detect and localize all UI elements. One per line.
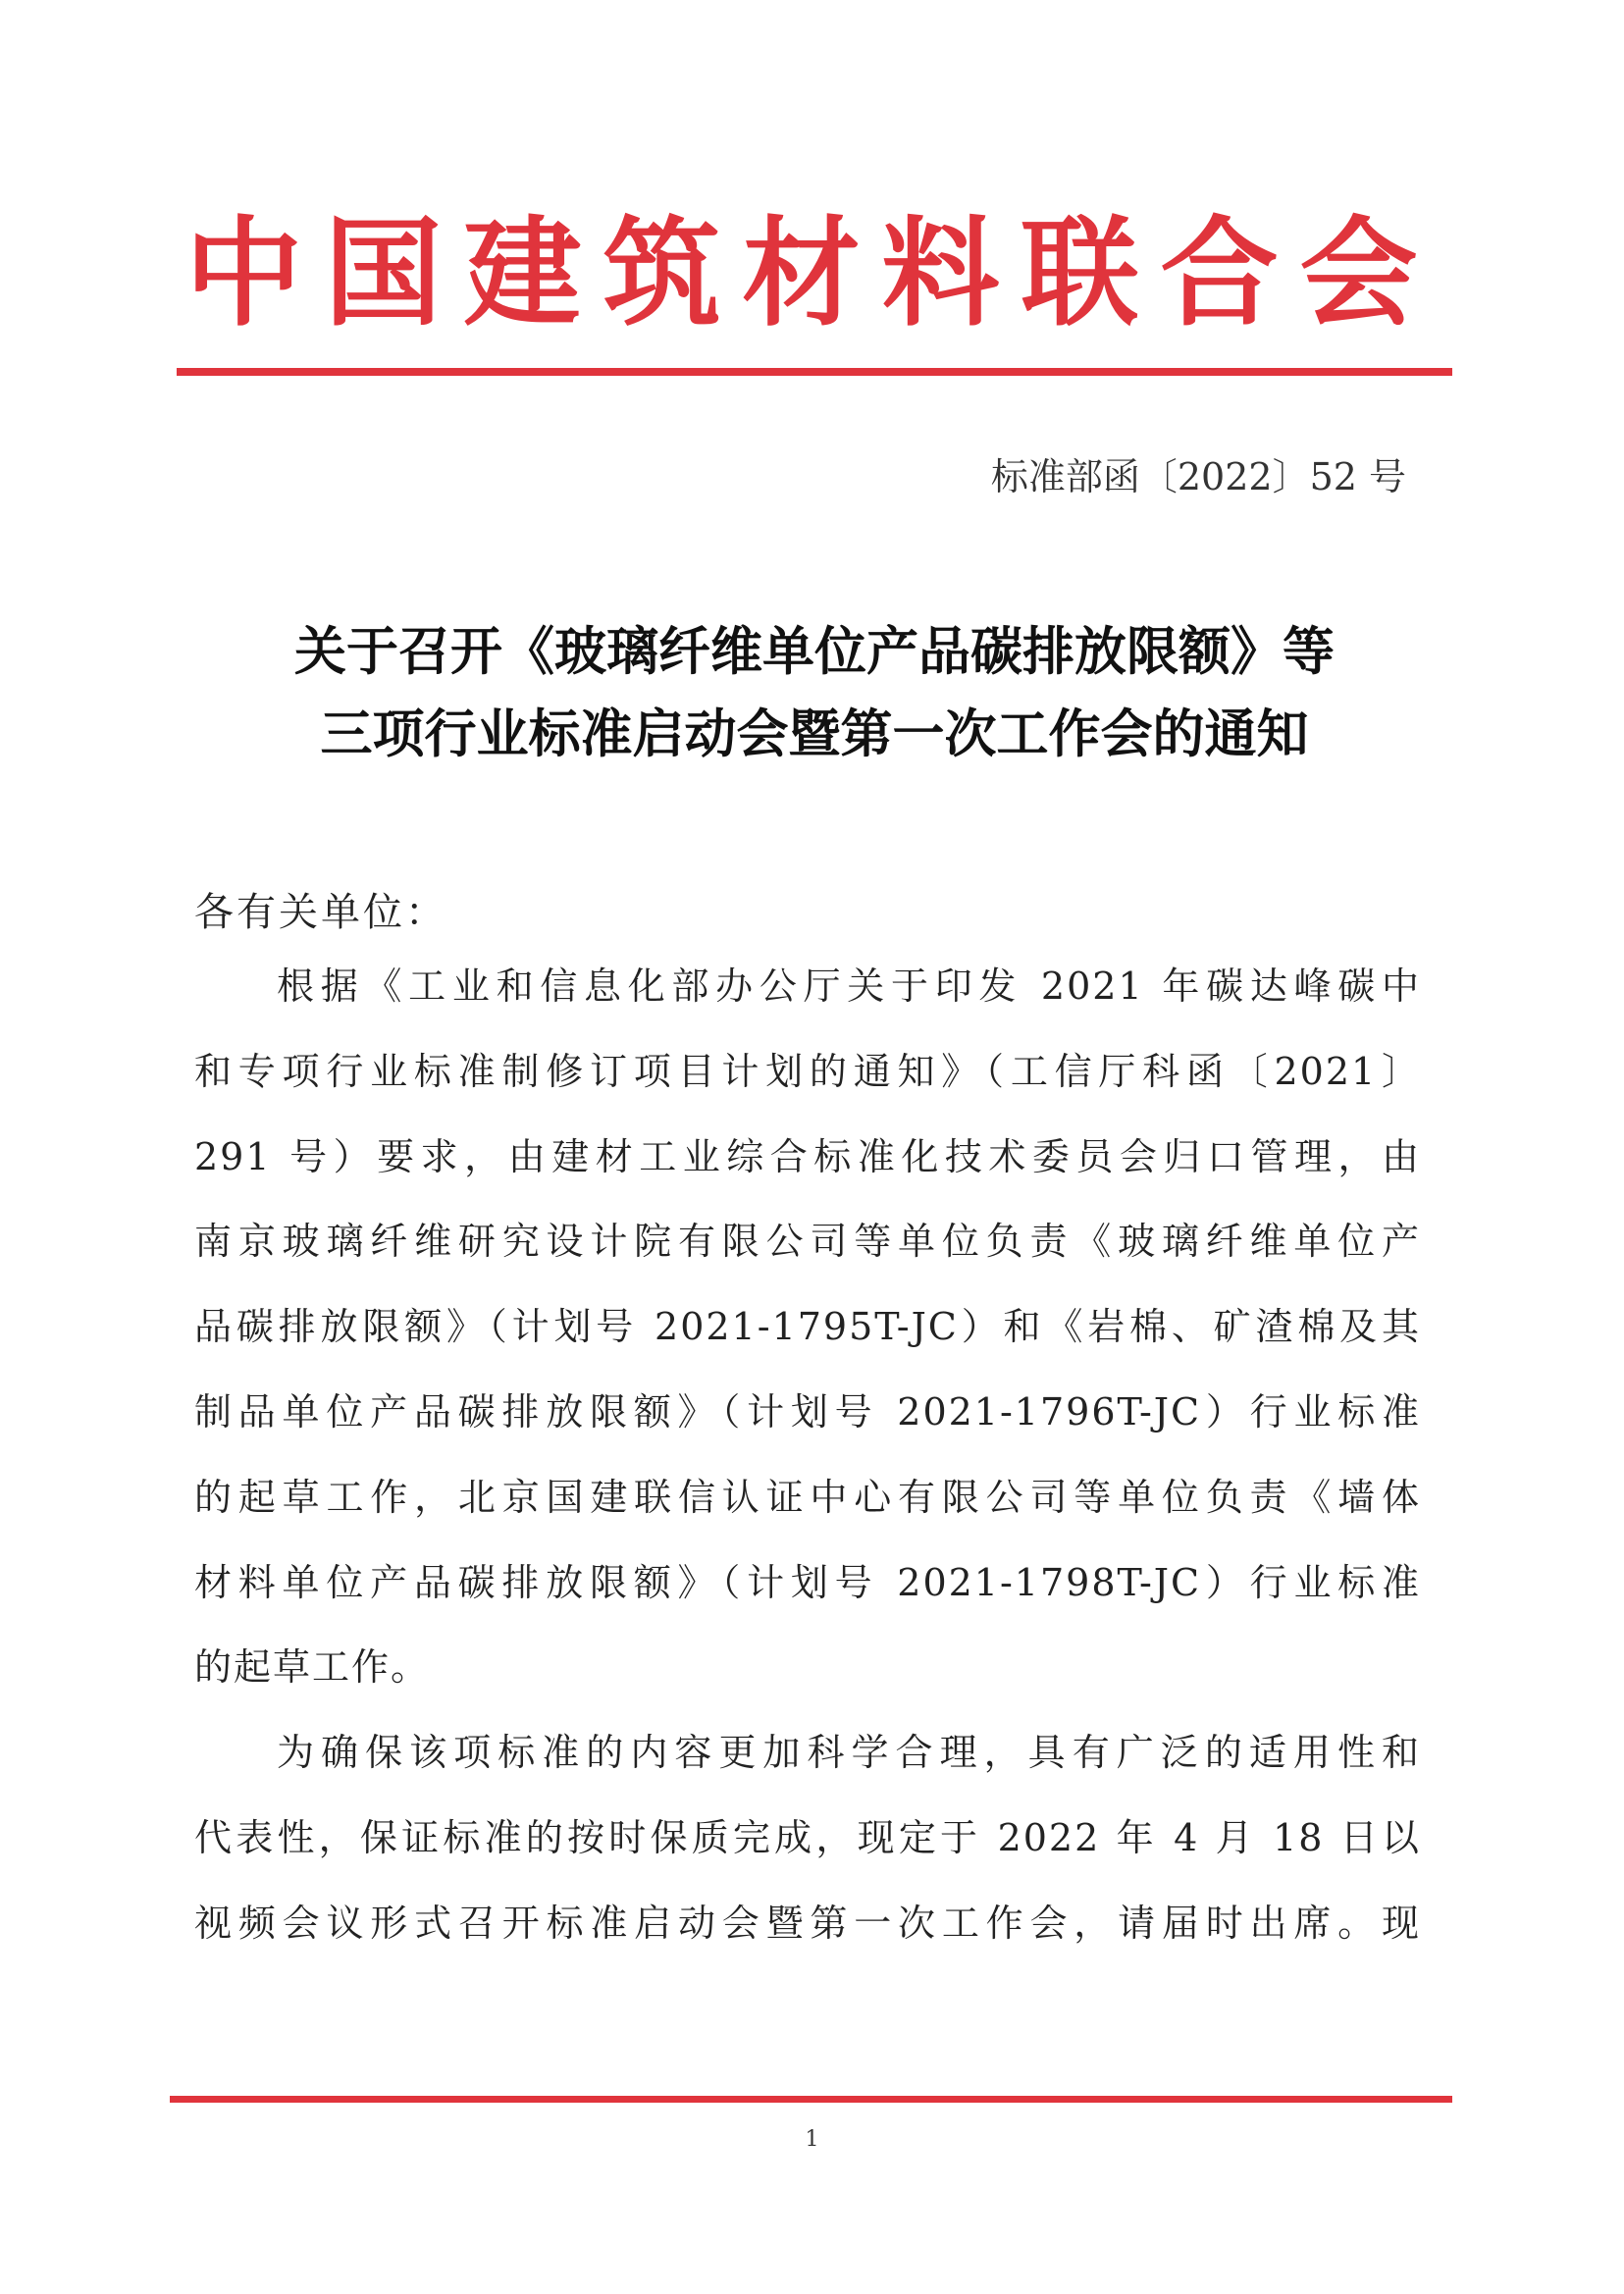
page-number: 1	[805, 2127, 819, 2152]
body-line: 材料单位产品碳排放限额》（计划号 2021-1798T-JC）行业标准	[194, 1560, 1421, 1604]
body-line: 的起草工作，北京国建联信认证中心有限公司等单位负责《墙体	[194, 1475, 1421, 1519]
body-line: 代表性，保证标准的按时保质完成，现定于 2022 年 4 月 18 日以	[194, 1815, 1421, 1859]
title-line: 关于召开《玻璃纤维单位产品碳排放限额》等	[294, 621, 1335, 682]
organization-header: 中国建筑材料联合会	[184, 206, 1440, 342]
body-line: 根据《工业和信息化部办公厅关于印发 2021 年碳达峰碳中	[277, 965, 1421, 1008]
document-body	[194, 957, 1421, 1979]
document-title	[186, 610, 1442, 775]
salutation: 各有关单位：	[194, 890, 447, 935]
body-line: 291 号）要求，由建材工业综合标准化技术委员会归口管理，由	[194, 1134, 1421, 1178]
body-line: 为确保该项标准的内容更加科学合理，具有广泛的适用性和	[277, 1731, 1421, 1775]
body-line: 南京玻璃纤维研究设计院有限公司等单位负责《玻璃纤维单位产	[194, 1220, 1421, 1264]
body-line: 品碳排放限额》（计划号 2021-1795T-JC）和《岩棉、矿渣棉及其	[194, 1305, 1421, 1349]
body-line: 的起草工作。	[194, 1645, 431, 1690]
document-number: 标准部函〔2022〕52 号	[990, 455, 1406, 498]
title-line: 三项行业标准启动会暨第一次工作会的通知	[320, 704, 1309, 764]
body-line: 和专项行业标准制修订项目计划的通知》（工信厅科函〔2021〕	[194, 1049, 1421, 1093]
body-line: 视频会议形式召开标准启动会暨第一次工作会，请届时出席。现	[194, 1901, 1421, 1945]
body-line: 制品单位产品碳排放限额》（计划号 2021-1796T-JC）行业标准	[194, 1389, 1421, 1434]
footer-red-rule	[170, 2096, 1452, 2103]
header-red-rule	[177, 368, 1452, 376]
